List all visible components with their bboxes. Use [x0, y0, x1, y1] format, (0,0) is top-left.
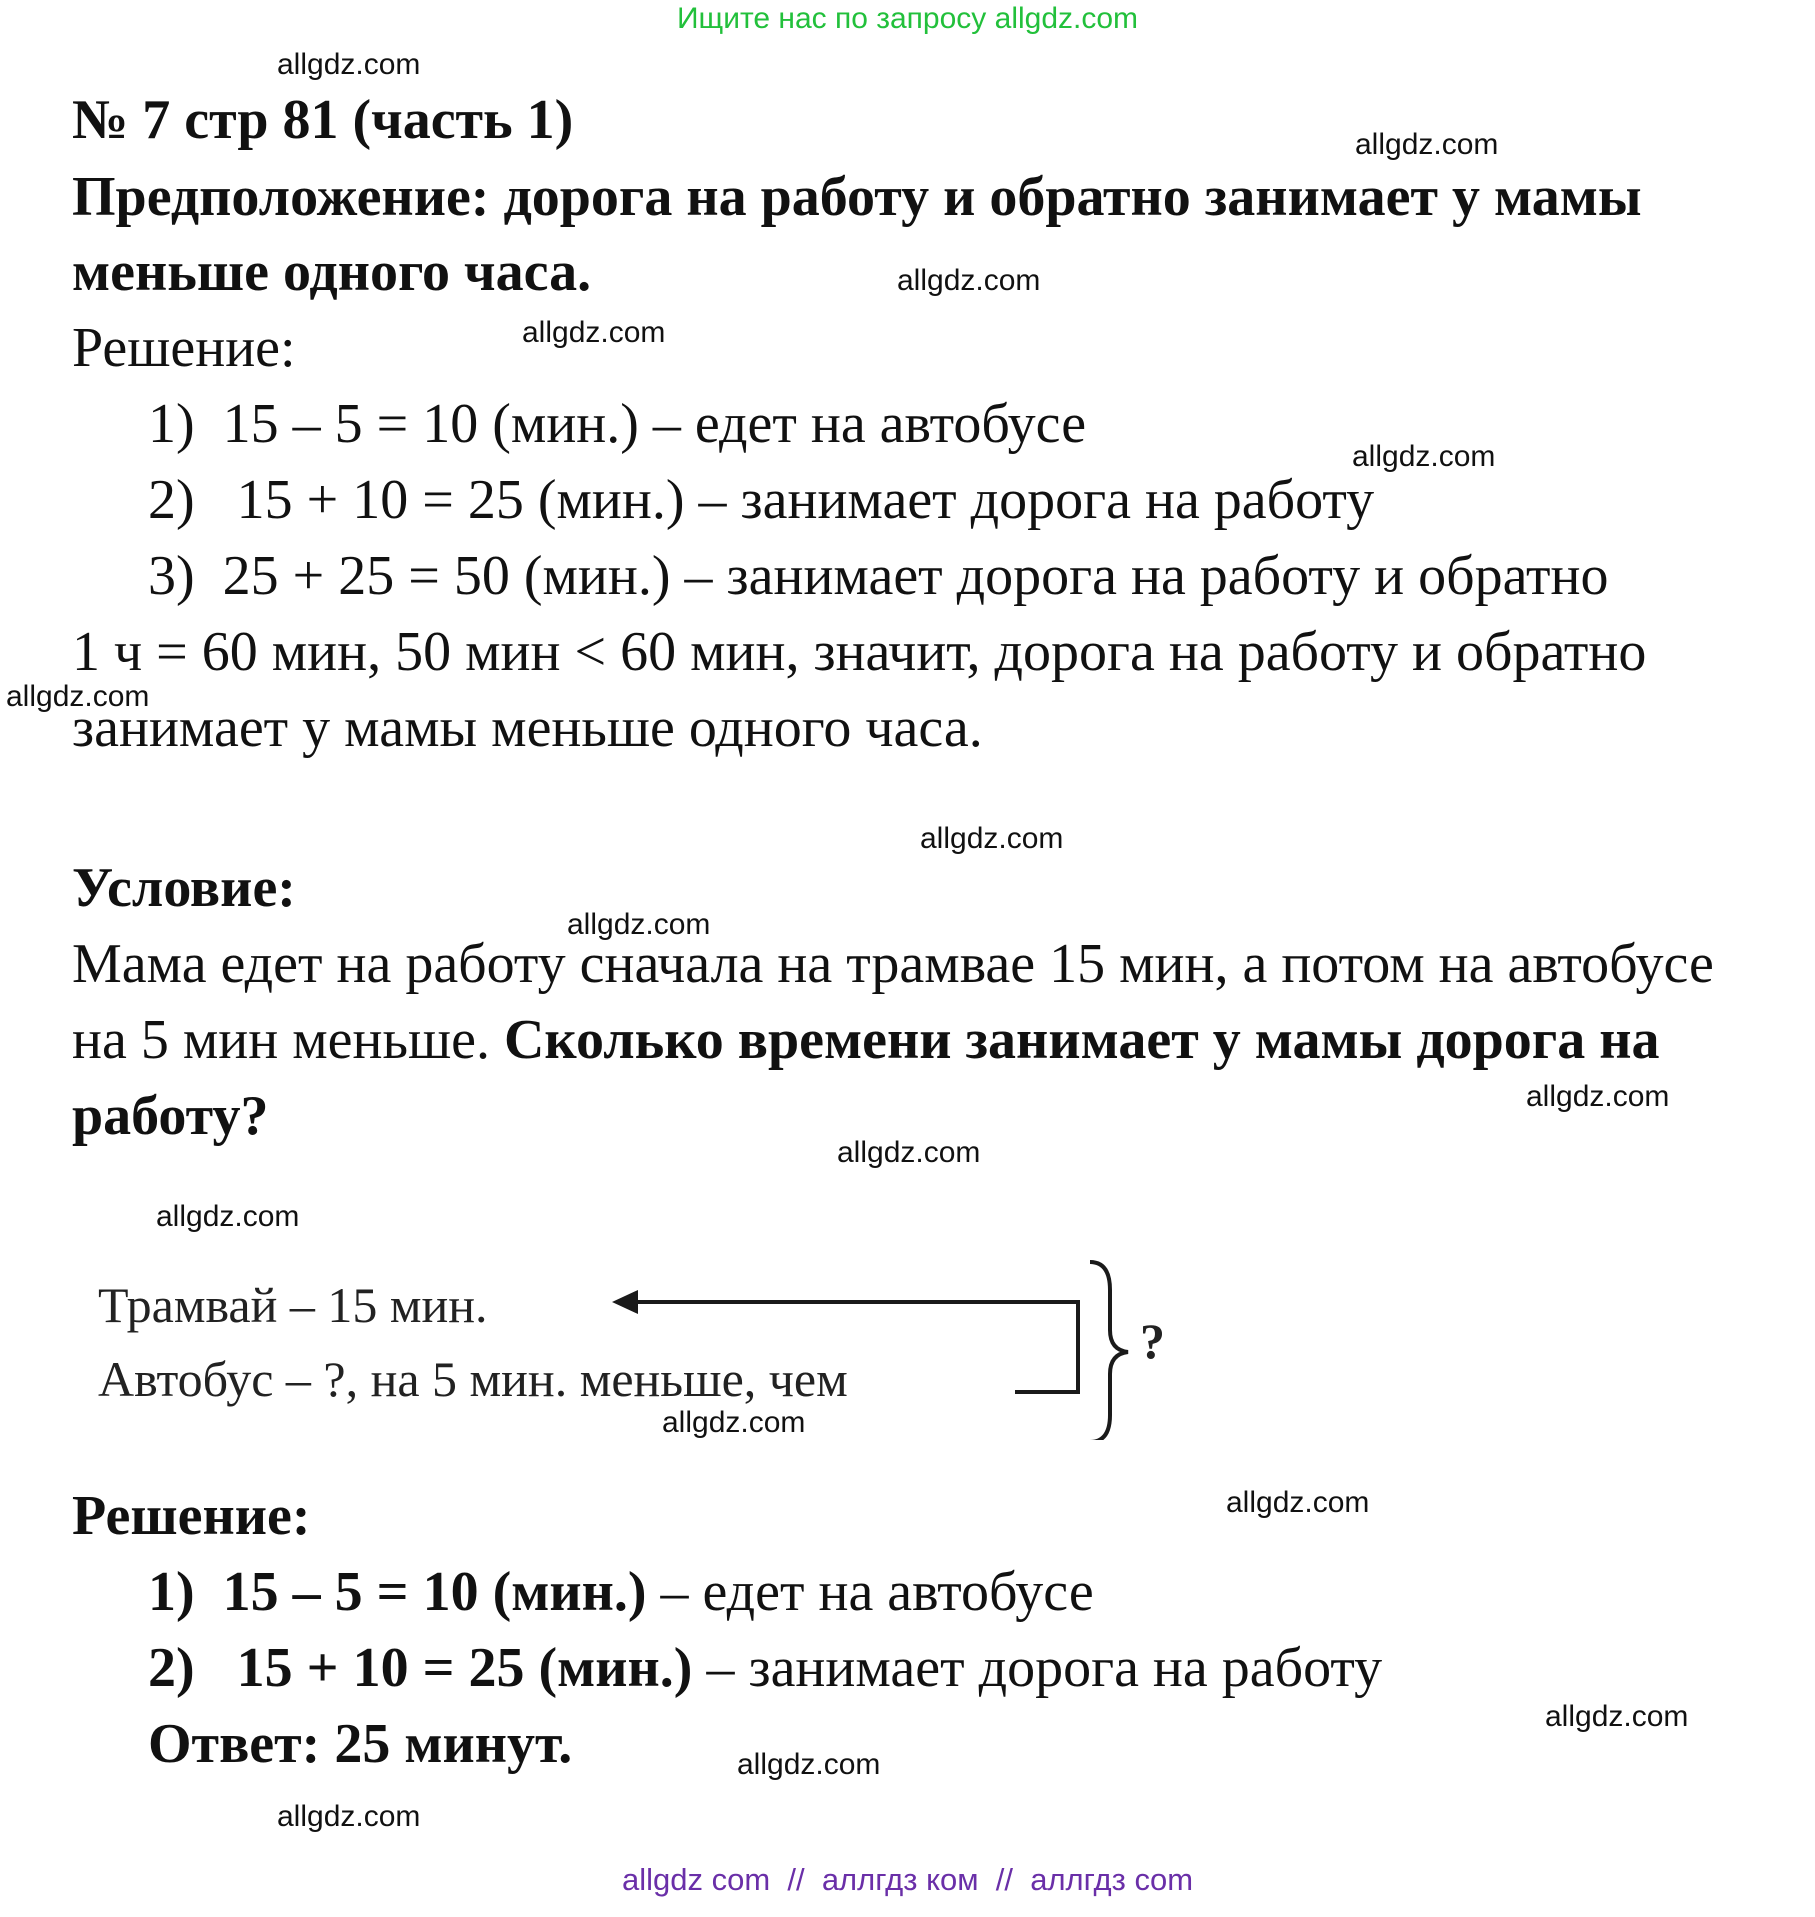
watermark: allgdz.com: [920, 822, 1064, 855]
solution-1-heading: Решение:: [72, 317, 296, 379]
step-number: 2): [148, 469, 195, 531]
step-description: – занимает дорога на работу: [692, 1637, 1383, 1699]
watermark: allgdz.com: [1545, 1700, 1689, 1733]
watermark: allgdz.com: [1352, 440, 1496, 473]
step-expression: 15 + 10 = 25 (мин.): [236, 469, 685, 531]
top-banner: Ищите нас по запросу allgdz.com: [676, 2, 1139, 35]
page-title: № 7 стр 81 (часть 1): [72, 89, 574, 151]
watermark: allgdz.com: [837, 1136, 981, 1169]
step-number: 1): [148, 393, 195, 455]
solution-2-step: [148, 1560, 1094, 1624]
watermark: allgdz.com: [1526, 1080, 1670, 1113]
watermark: allgdz.com: [156, 1200, 300, 1233]
step-number: 1): [148, 1561, 195, 1623]
watermark: allgdz.com: [1355, 128, 1499, 161]
condition-line-1: Мама едет на работу сначала на трамвае 15 мин, а потом на автобусе: [72, 933, 1714, 995]
watermark: allgdz.com: [737, 1748, 881, 1781]
solution-1-step: [148, 544, 1608, 608]
step-description: – занимает дорога на работу: [684, 469, 1375, 531]
watermark: allgdz.com: [277, 1800, 421, 1833]
arrow-head-icon: [612, 1290, 638, 1314]
solution-2-step: [148, 1636, 1382, 1700]
condition-line-2: [72, 1008, 1660, 1072]
diagram-tram-label: Трамвай – 15 мин.: [98, 1277, 488, 1333]
step-description: – едет на автобусе: [638, 393, 1087, 455]
solution-2-heading: Решение:: [72, 1485, 311, 1547]
step-expression: 25 + 25 = 50 (мин.): [222, 545, 671, 607]
condition-text: на 5 мин меньше.: [72, 1009, 504, 1071]
diagram-question: ?: [1140, 1313, 1165, 1369]
watermark: allgdz.com: [567, 908, 711, 941]
watermark: allgdz.com: [6, 680, 150, 713]
answer: Ответ: 25 минут.: [148, 1713, 573, 1775]
step-description: – едет на автобусе: [646, 1561, 1094, 1623]
conclusion-line-2: занимает у мамы меньше одного часа.: [72, 697, 983, 759]
watermark: allgdz.com: [897, 264, 1041, 297]
condition-question: Сколько времени занимает у мамы дорога на: [503, 1009, 1660, 1071]
watermark: allgdz.com: [662, 1406, 806, 1439]
watermark: allgdz.com: [1226, 1486, 1370, 1519]
condition-heading: Условие:: [72, 857, 296, 919]
solution-1-step: [148, 468, 1374, 532]
hypothesis-line-1: Предположение: дорога на работу и обратно занимает у мамы: [72, 166, 1642, 228]
conclusion-line-1: 1 ч = 60 мин, 50 мин < 60 мин, значит, дорога на работу и обратно: [72, 621, 1647, 683]
solution-1-step: [148, 392, 1086, 456]
condition-line-3: работу?: [72, 1085, 269, 1147]
diagram-bus-label: Автобус – ?, на 5 мин. меньше, чем: [98, 1351, 848, 1407]
step-description: – занимает дорога на работу и обратно: [670, 545, 1609, 607]
brace-icon: [1090, 1262, 1128, 1440]
comparison-arrow: [625, 1302, 1078, 1392]
step-number: 2): [148, 1637, 195, 1699]
watermark: allgdz.com: [522, 316, 666, 349]
step-expression: 15 – 5 = 10 (мин.): [222, 393, 639, 455]
step-expression: 15 + 10 = 25 (мин.): [236, 1637, 693, 1699]
watermark: allgdz.com: [277, 48, 421, 81]
bottom-banner: allgdz com // аллгдз ком // аллгдз com: [621, 1862, 1194, 1897]
step-expression: 15 – 5 = 10 (мин.): [222, 1561, 647, 1623]
step-number: 3): [148, 545, 195, 607]
hypothesis-line-2: меньше одного часа.: [72, 241, 592, 303]
